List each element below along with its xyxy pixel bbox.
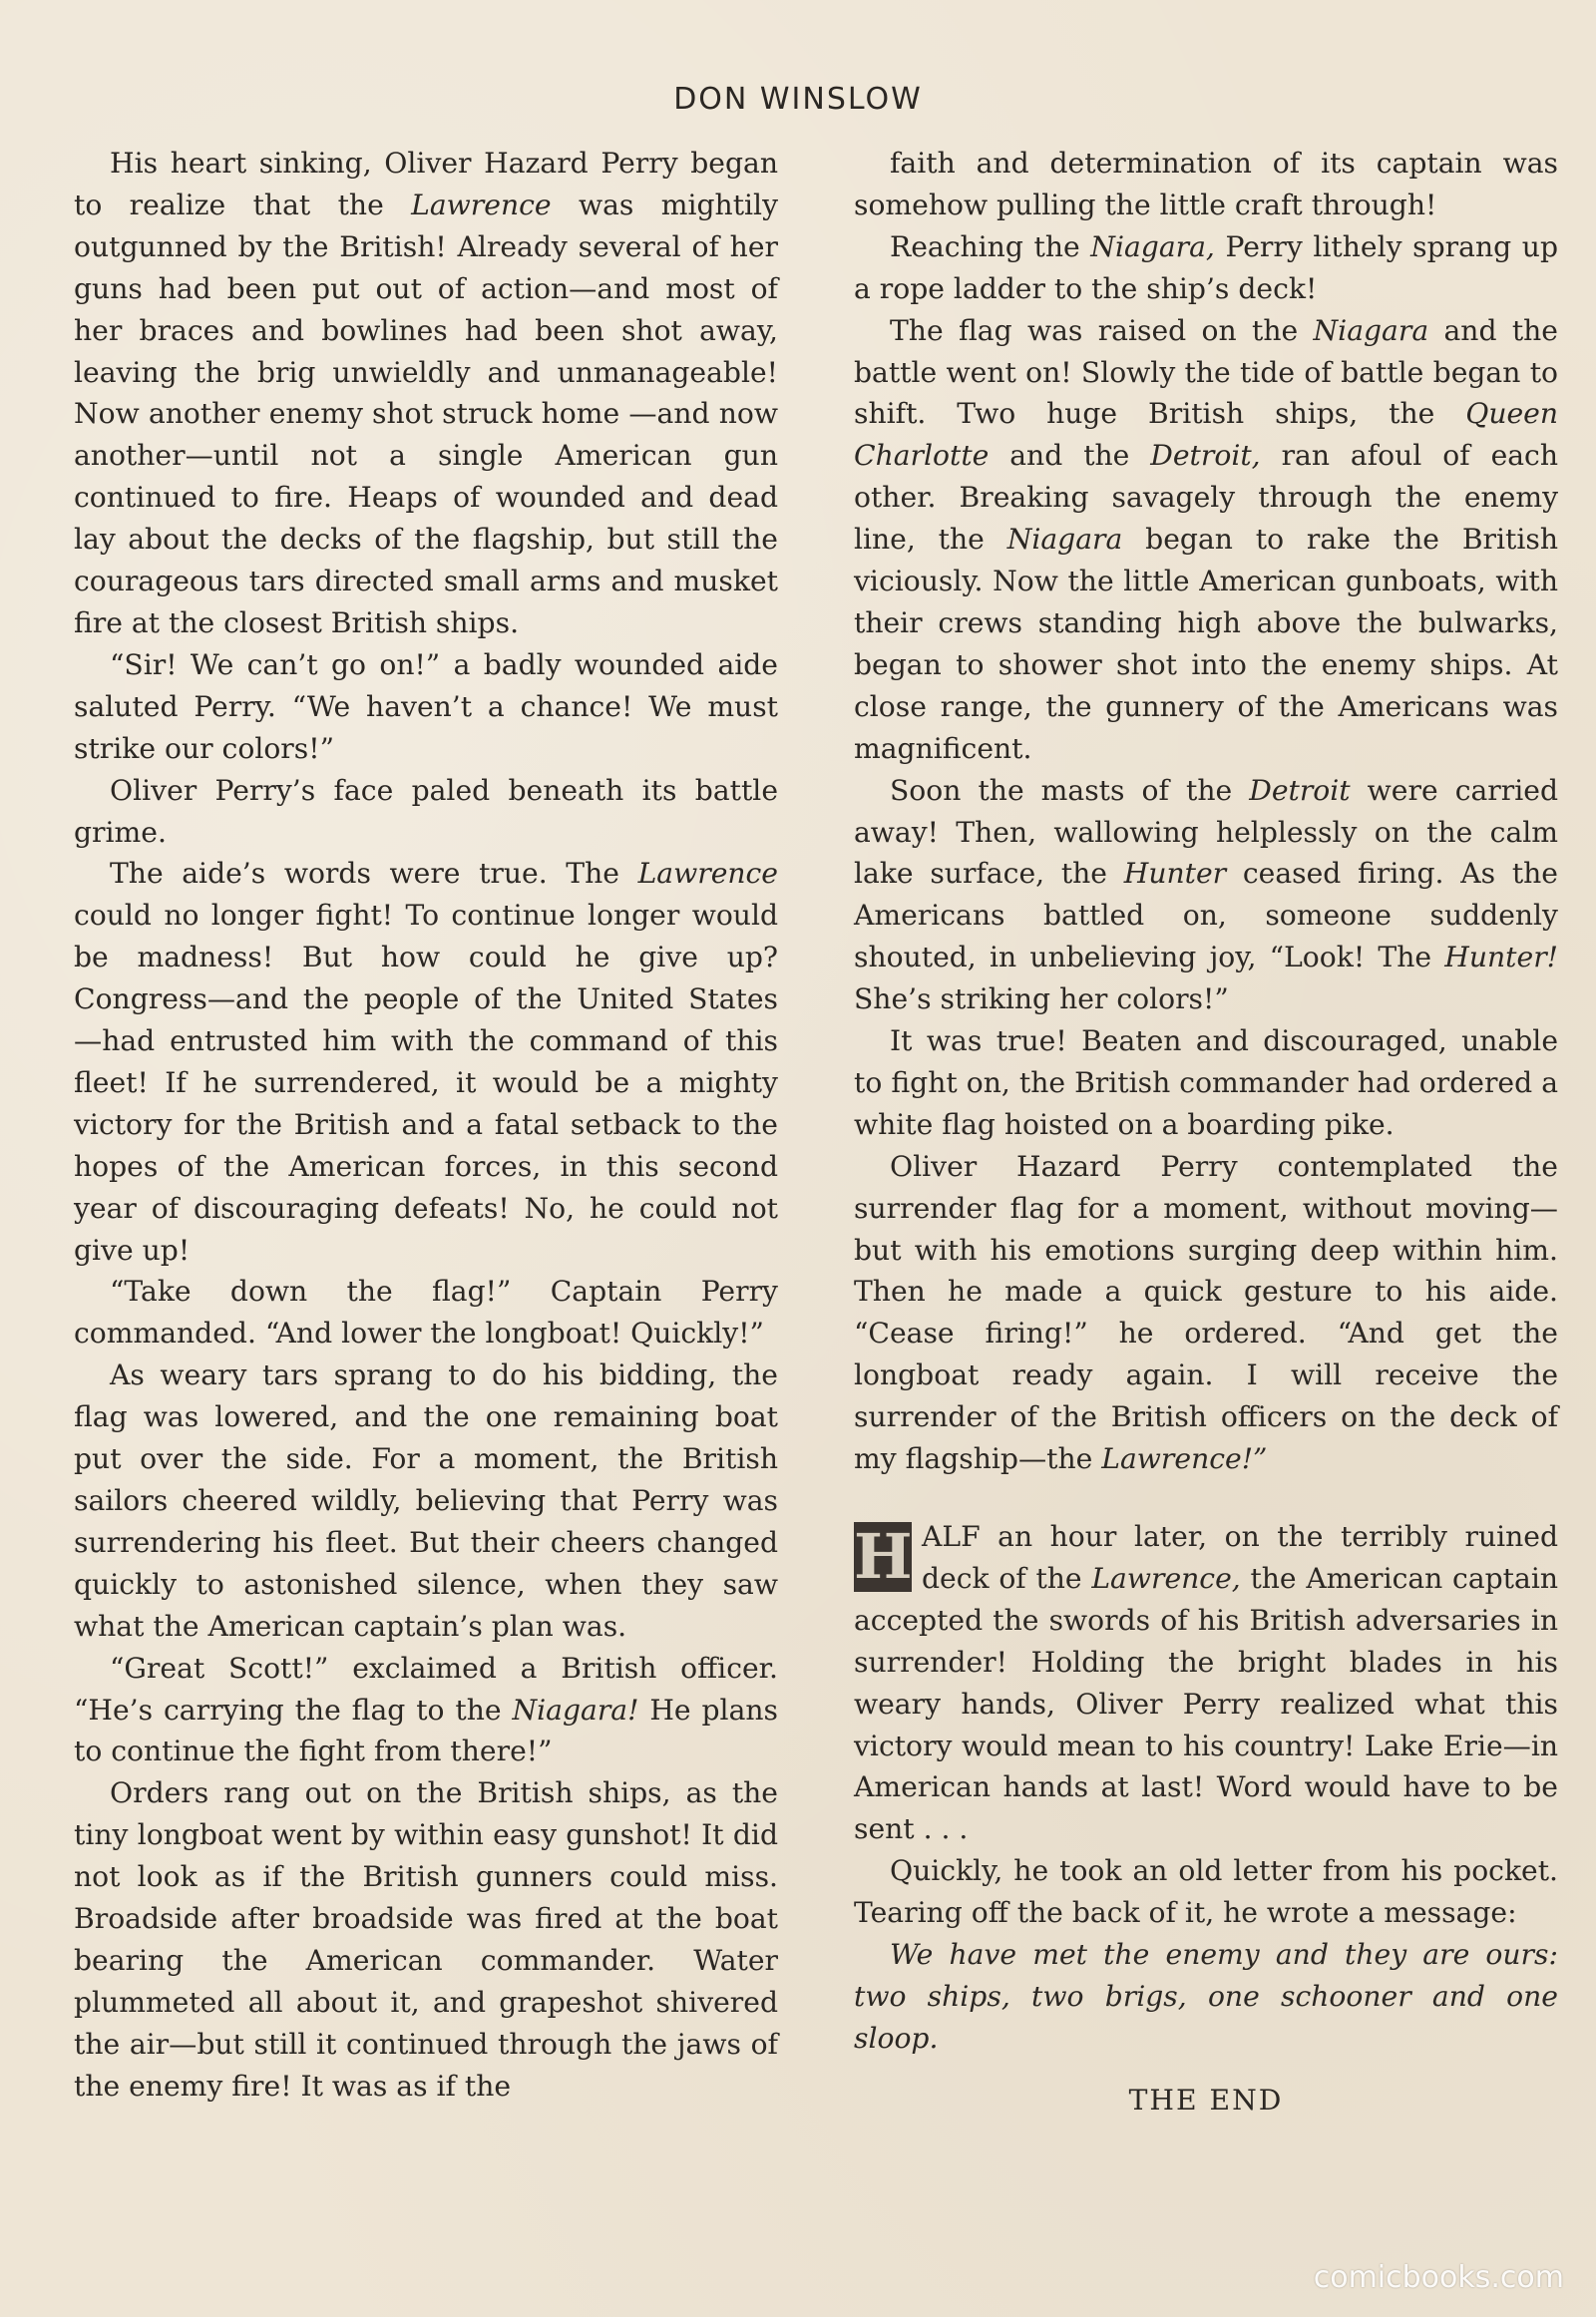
message-intro: Quickly, he took an old letter from his pocket. Tearing off the back of it, he wrote a message:	[854, 1854, 1558, 1930]
right-paragraph: Reaching the Niagara, Perry lithely sprang up a rope ladder to the ship’s deck!	[854, 229, 1558, 305]
dropcap-paragraph: ALF an hour later, on the terribly ruined deck of the Lawrence, the American captain accepted the swords of his British adversaries in surrender! Holding the bright blades in his weary hands, Oliver Perry realized what this victory would mean to his country! Lake Erie—in American hands at last! Word would have to be sent . . .	[854, 1520, 1558, 1846]
left-paragraph: “Take down the flag!” Captain Perry commanded. “And lower the longboat! Quickly!”	[74, 1275, 778, 1351]
left-paragraph: His heart sinking, Oliver Hazard Perry began to realize that the Lawrence was mightily outgunned by the British! Already several of her guns had been put out of action—and most of her braces and bowlines had been shot away, leaving the brig unwieldly and unmanageable! Now another enemy shot struck home —and now another—until not a single American gun continued to fire. Heaps of wounded and dead lay about the decks of the flagship, but still the courageous tars directed small arms and musket fire at the closest British ships.	[74, 147, 778, 639]
right-column-paragraphs	[854, 143, 1558, 1480]
right-paragraph: The flag was raised on the Niagara and the battle went on! Slowly the tide of battle began to shift. Two huge British ships, the Queen Charlotte and the Detroit, ran afoul of each other. Breaking savagely through the enemy line, the Niagara began to rake the British viciously. Now the little American gunboats, with their crews standing high above the bulwarks, began to shower shot into the enemy ships. At close range, the gunnery of the Americans was magnificent.	[854, 313, 1558, 765]
left-paragraph: As weary tars sprang to do his bidding, the flag was lowered, and the one remaining boat put over the side. For a moment, the British sailors cheered wildly, believing that Perry was surrendering his fleet. But their cheers changed quickly to astonished silence, when they saw what the American captain’s plan was.	[74, 1358, 778, 1643]
right-column	[854, 143, 1558, 2122]
right-paragraph: Oliver Hazard Perry contemplated the surrender flag for a moment, without moving—but with his emotions surging deep within him. Then he made a quick gesture to his aide. “Cease firing!” he ordered. “And get the longboat ready again. I will receive the surrender of the British officers on the deck of my flagship—the Lawrence!”	[854, 1149, 1558, 1476]
right-paragraph: Soon the masts of the Detroit were carried away! Then, wallowing helplessly on the calm lake surface, the Hunter ceased firing. As the Americans battled on, someone suddenly shouted, in unbelieving joy, “Look! The Hunter! She’s striking her colors!”	[854, 773, 1558, 1016]
left-paragraph: Oliver Perry’s face paled beneath its battle grime.	[74, 773, 778, 849]
watermark-logo: comicbooks.com	[1313, 2260, 1564, 2295]
page-header: DON WINSLOW	[673, 82, 923, 117]
victory-message: We have met the enemy and they are ours: two ships, two brigs, one schooner and one sloop.	[854, 1938, 1558, 2055]
the-end-label: THE END	[1128, 2083, 1284, 2117]
left-paragraph: “Sir! We can’t go on!” a badly wounded aide saluted Perry. “We haven’t a chance! We must strike our colors!”	[74, 647, 778, 765]
right-paragraph: It was true! Beaten and discouraged, unable to fight on, the British commander had ordered a white flag hoisted on a boarding pike.	[854, 1024, 1558, 1141]
left-paragraph: Orders rang out on the British ships, as the tiny longboat went by within easy gunshot! It did not look as if the British gunners could miss. Broadside after broadside was fired at the boat bearing the American commander. Water plummeted all about it, and grapeshot shivered the air—but still it continued through the jaws of the enemy fire! It was as if the	[74, 1776, 778, 2103]
dropcap-letter: H	[854, 1520, 913, 1593]
left-paragraph: The aide’s words were true. The Lawrence could no longer fight! To continue longer would be madness! But how could he give up? Congress—and the people of the United States —had entrusted him with the command of this fleet! If he surrendered, it would be a mighty victory for the British and a fatal setback to the hopes of the American forces, in this second year of discouraging defeats! No, he could not give up!	[74, 857, 778, 1267]
left-paragraph: “Great Scott!” exclaimed a British officer. “He’s carrying the flag to the Niagara! He plans to continue the fight from there!”	[74, 1651, 778, 1768]
right-paragraph: faith and determination of its captain was somehow pulling the little craft through!	[854, 147, 1558, 221]
dropcap-section	[854, 1516, 1558, 1850]
left-column	[74, 143, 778, 2108]
